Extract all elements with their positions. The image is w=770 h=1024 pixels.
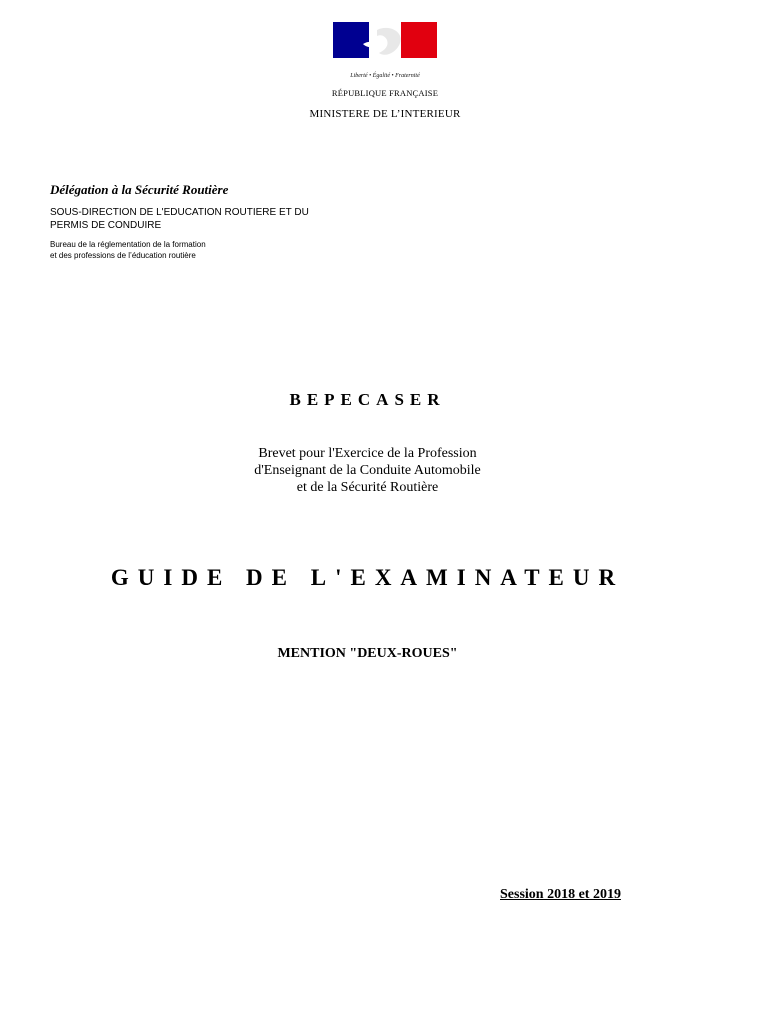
bureau-line: Bureau de la réglementation de la formation	[50, 240, 206, 249]
sous-direction	[50, 207, 350, 232]
brevet-line: d'Enseignant de la Conduite Automobile	[254, 463, 481, 478]
document-title: GUIDE DE L'EXAMINATEUR	[110, 565, 625, 590]
sous-direction-line: SOUS-DIRECTION DE L'EDUCATION ROUTIERE ET DU	[50, 207, 309, 218]
logo-caption: RÉPUBLIQUE FRANÇAISE	[331, 88, 439, 98]
mention-subtitle: MENTION "DEUX-ROUES"	[277, 646, 458, 661]
session-label: Session 2018 et 2019	[500, 887, 621, 902]
bureau	[50, 240, 310, 261]
republique-francaise-flag-icon	[333, 22, 437, 58]
bureau-line: et des professions de l’éducation routière	[50, 250, 196, 260]
marianne-logo	[331, 20, 439, 98]
logo-motto: Liberté • Égalité • Fraternité	[350, 73, 420, 79]
delegation-title: Délégation à la Sécurité Routière	[50, 182, 229, 197]
brevet-line: Brevet pour l'Exercice de la Profession	[258, 446, 477, 461]
sous-direction-line: PERMIS DE CONDUIRE	[50, 219, 162, 231]
brevet-line: et de la Sécurité Routière	[296, 480, 439, 495]
ministry-name: MINISTERE DE L’INTERIEUR	[309, 108, 461, 120]
brevet-subtitle	[0, 445, 735, 496]
bepecaser-heading: BEPECASER	[289, 390, 446, 409]
